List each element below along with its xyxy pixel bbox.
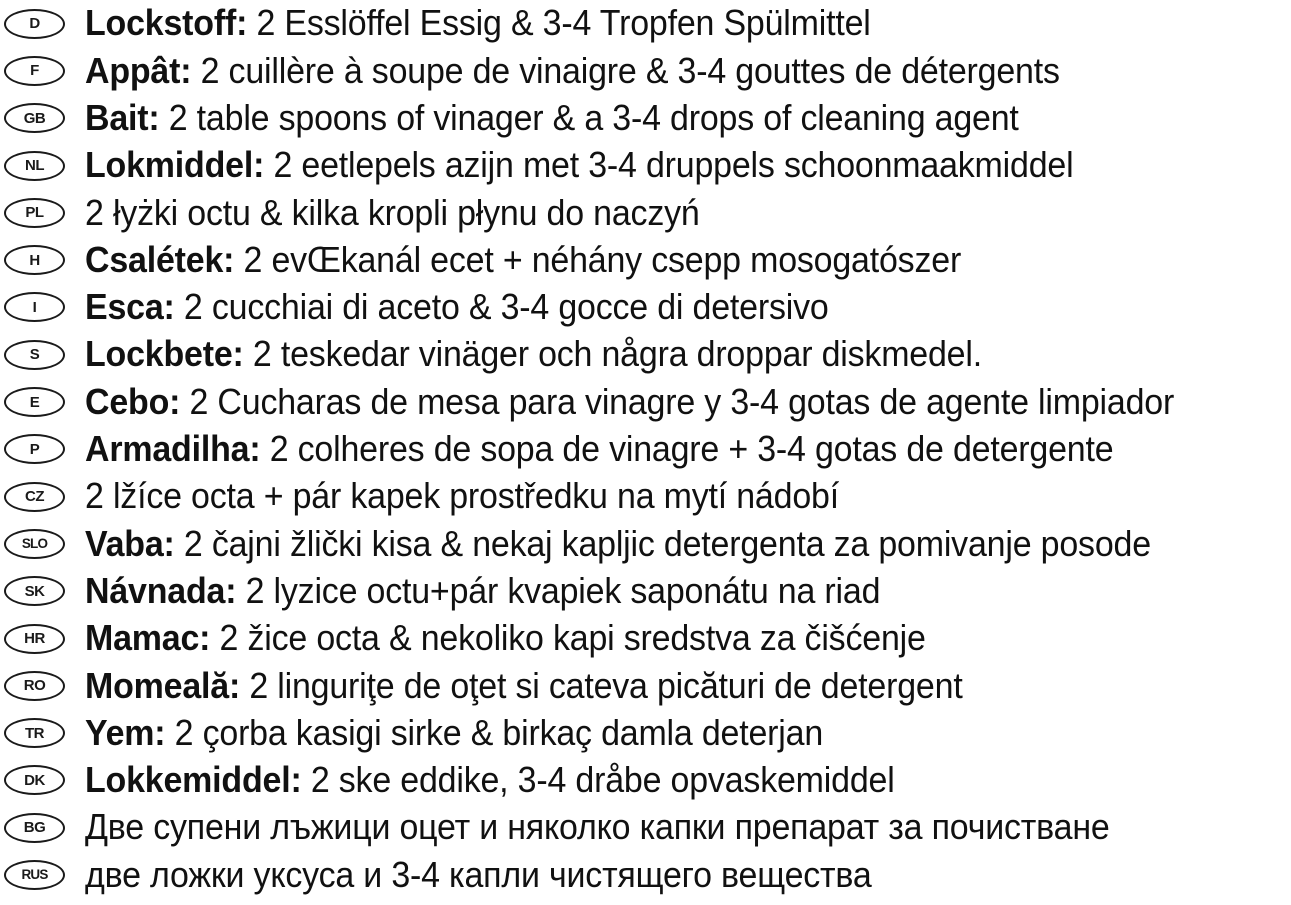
country-badge-pl: PL (4, 198, 65, 228)
instruction-text (85, 96, 1019, 138)
country-badge-gb: GB (4, 103, 65, 133)
list-item (4, 331, 1289, 378)
bait-description: 2 linguriţe de oţet si cateva picături de detergent (240, 664, 963, 706)
country-badge-f: F (4, 56, 65, 86)
instruction-text (85, 569, 881, 611)
country-badge-slo: SLO (4, 529, 65, 559)
bait-description: 2 Cucharas de mesa para vinagre y 3-4 gotas de agente limpiador (180, 380, 1175, 422)
bait-label: Vaba: (85, 522, 175, 564)
bait-description: 2 colheres de sopa de vinagre + 3-4 gotas de detergente (260, 428, 1114, 470)
list-item (4, 189, 1289, 236)
bait-description: 2 čajni žlički kisa & nekaj kapljic detergenta za pomivanje posode (174, 522, 1151, 564)
bait-description: 2 evŒkanál ecet + néhány csepp mosogatószer (234, 238, 962, 280)
country-badge-ro: RO (4, 671, 65, 701)
list-item (4, 142, 1289, 189)
instruction-text (85, 333, 982, 375)
list-item (4, 615, 1289, 662)
instruction-text (85, 380, 1175, 422)
list-item (4, 757, 1289, 804)
country-badge-dk: DK (4, 765, 65, 795)
country-badge-e: E (4, 387, 65, 417)
bait-description: 2 lžíce octa + pár kapek prostředku na mytí nádobí (85, 475, 839, 517)
instruction-text (85, 806, 1110, 848)
instruction-text (85, 475, 839, 517)
bait-label: Armadilha: (85, 428, 261, 470)
instruction-text (85, 711, 824, 753)
bait-description: 2 ske eddike, 3-4 dråbe opvaskemiddel (301, 759, 895, 801)
bait-description: 2 łyżki octu & kilka kropli płynu do naczyń (85, 191, 700, 233)
country-badge-tr: TR (4, 718, 65, 748)
bait-label: Momeală: (85, 664, 241, 706)
instruction-text (85, 617, 926, 659)
country-badge-nl: NL (4, 151, 65, 181)
instruction-text (85, 2, 871, 44)
instruction-text (85, 853, 872, 895)
bait-description: Две супени лъжици оцет и няколко капки препарат за почистване (85, 806, 1110, 848)
list-item (4, 95, 1289, 142)
list-item (4, 804, 1289, 851)
bait-label: Lokmiddel: (85, 144, 265, 186)
bait-label: Appât: (85, 49, 192, 91)
bait-label: Lockstoff: (85, 2, 248, 44)
bait-label: Lockbete: (85, 333, 244, 375)
list-item (4, 473, 1289, 520)
list-item (4, 0, 1289, 47)
country-badge-i: I (4, 292, 65, 322)
bait-label: Cebo: (85, 380, 181, 422)
instruction-text (85, 664, 963, 706)
bait-label: Návnada: (85, 569, 237, 611)
list-item (4, 709, 1289, 756)
bait-label: Csalétek: (85, 238, 235, 280)
bait-description: 2 table spoons of vinager & a 3-4 drops of cleaning agent (159, 96, 1019, 138)
instruction-text (85, 49, 1060, 91)
country-badge-p: P (4, 434, 65, 464)
instruction-text (85, 428, 1114, 470)
bait-label: Esca: (85, 286, 175, 328)
bait-description: две ложки уксуса и 3-4 капли чистящего вещества (85, 853, 872, 895)
bait-label: Yem: (85, 711, 166, 753)
instruction-text (85, 522, 1151, 564)
bait-label: Lokkemiddel: (85, 759, 302, 801)
bait-label: Mamac: (85, 617, 211, 659)
bait-instructions-list (4, 0, 1289, 899)
country-badge-h: H (4, 245, 65, 275)
list-item (4, 284, 1289, 331)
country-badge-rus: RUS (4, 860, 65, 890)
instruction-text (85, 286, 829, 328)
list-item (4, 378, 1289, 425)
bait-label: Bait: (85, 96, 160, 138)
country-badge-bg: BG (4, 813, 65, 843)
list-item (4, 426, 1289, 473)
instruction-text (85, 144, 1074, 186)
bait-description: 2 lyzice octu+pár kvapiek saponátu na riad (236, 569, 881, 611)
list-item (4, 851, 1289, 898)
list-item (4, 662, 1289, 709)
bait-description: 2 çorba kasigi sirke & birkaç damla deterjan (165, 711, 824, 753)
bait-description: 2 cucchiai di aceto & 3-4 gocce di detersivo (174, 286, 829, 328)
list-item (4, 568, 1289, 615)
list-item (4, 520, 1289, 567)
country-badge-cz: CZ (4, 482, 65, 512)
bait-description: 2 teskedar vinäger och några droppar diskmedel. (243, 333, 982, 375)
country-badge-sk: SK (4, 576, 65, 606)
bait-description: 2 Esslöffel Essig & 3-4 Tropfen Spülmittel (247, 2, 871, 44)
instruction-text (85, 191, 700, 233)
list-item (4, 236, 1289, 283)
instruction-text (85, 759, 895, 801)
country-badge-hr: HR (4, 624, 65, 654)
bait-description: 2 eetlepels azijn met 3-4 druppels schoonmaakmiddel (264, 144, 1074, 186)
country-badge-s: S (4, 340, 65, 370)
instruction-text (85, 238, 962, 280)
bait-description: 2 žice octa & nekoliko kapi sredstva za čišćenje (210, 617, 926, 659)
country-badge-d: D (4, 9, 65, 39)
list-item (4, 47, 1289, 94)
bait-description: 2 cuillère à soupe de vinaigre & 3-4 gouttes de détergents (191, 49, 1060, 91)
